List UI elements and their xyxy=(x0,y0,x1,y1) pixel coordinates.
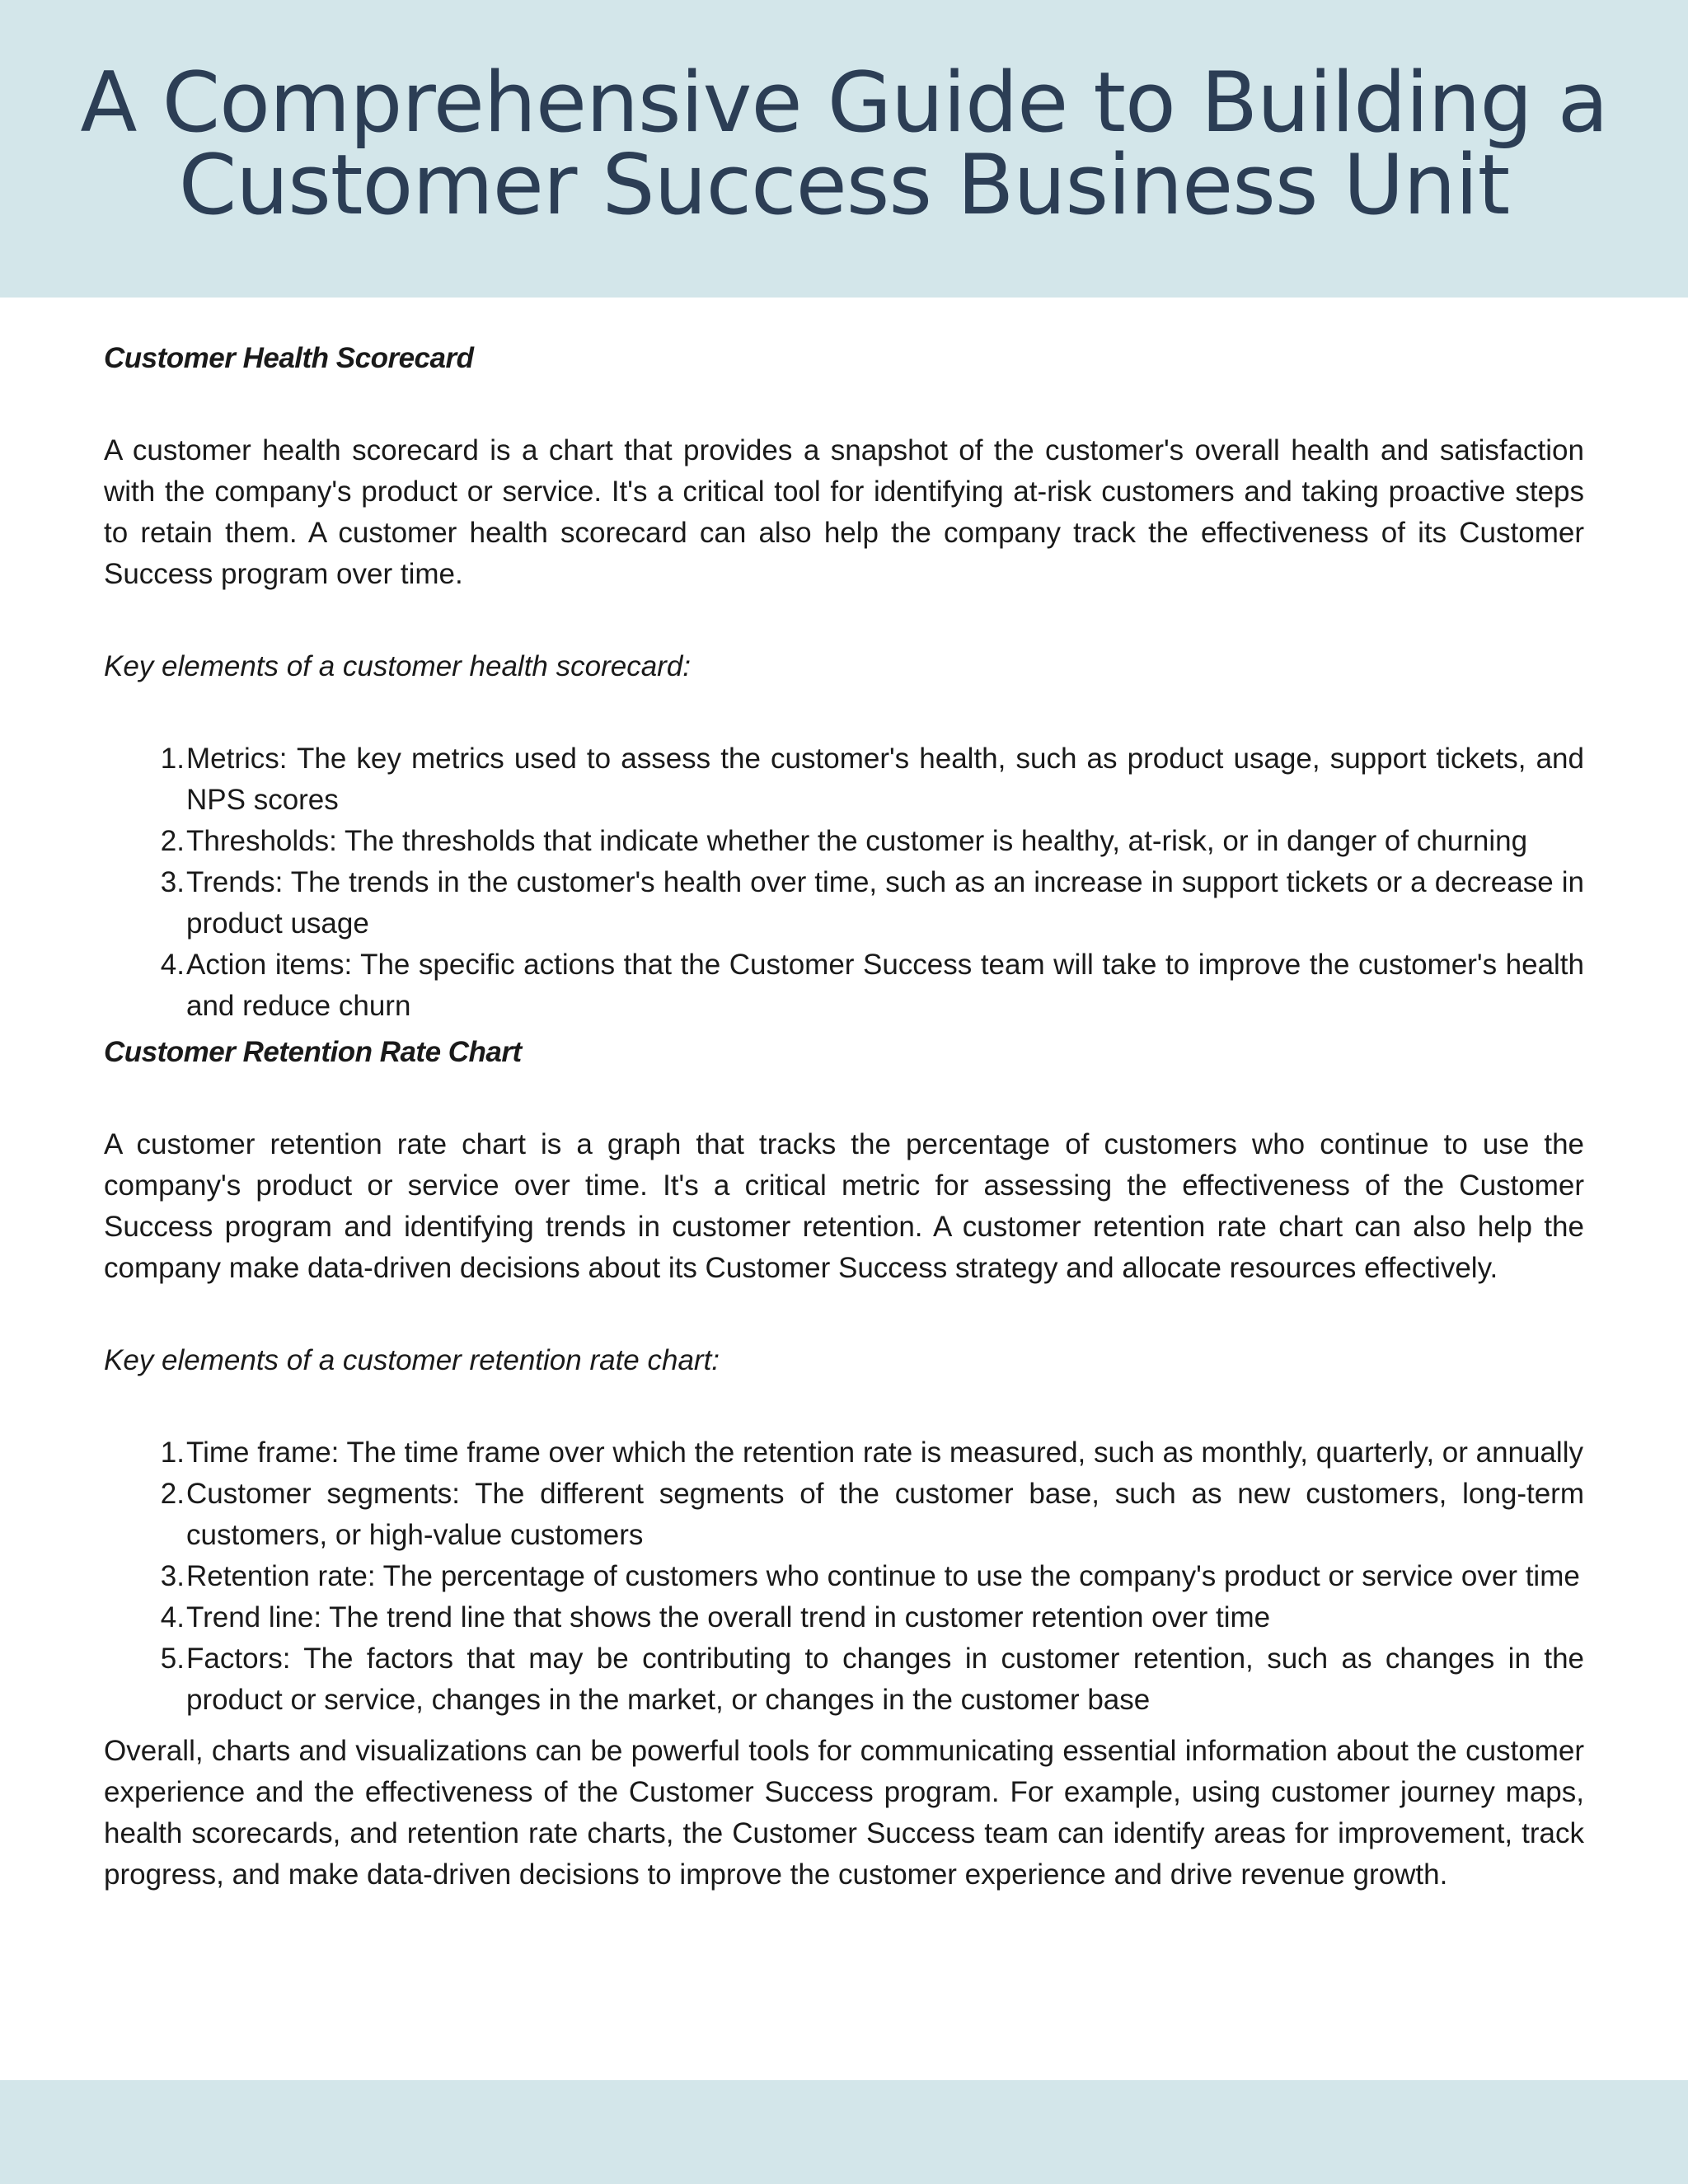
list-item-number: 1. xyxy=(160,1436,185,1469)
spacer xyxy=(104,1381,1584,1432)
list-item-number: 2. xyxy=(160,825,185,857)
retention-chart-elements-list xyxy=(104,1432,1584,1721)
list-item-number: 3. xyxy=(160,1560,185,1592)
list-item xyxy=(104,1556,1584,1597)
list-item-text: Time frame: The time frame over which the retention rate is measured, such as monthly, quarterly, or annually xyxy=(186,1436,1583,1469)
list-item-number: 4. xyxy=(160,1601,185,1633)
list-item xyxy=(104,862,1584,944)
list-item xyxy=(104,1638,1584,1721)
list-heading-retention-chart: Key elements of a customer retention rate chart: xyxy=(104,1344,720,1376)
section-heading-health-scorecard: Customer Health Scorecard xyxy=(104,342,474,374)
spacer xyxy=(104,595,1584,646)
list-item-text: Trend line: The trend line that shows the overall trend in customer retention over time xyxy=(186,1601,1271,1633)
document-body xyxy=(104,338,1584,1896)
paragraph-retention-chart: A customer retention rate chart is a graph that tracks the percentage of customers who continue to use the company's product or service over time. It's a critical metric for assessing the effectiveness of the Customer Success program and identifying trends in customer retention. A customer retention rate chart can also help the company make data-driven decisions about its Customer Success strategy and allocate resources effectively. xyxy=(104,1128,1584,1284)
spacer xyxy=(104,687,1584,738)
list-item-text: Metrics: The key metrics used to assess the customer's health, such as product usage, support tickets, and NPS scores xyxy=(186,743,1584,816)
list-item-number: 5. xyxy=(160,1643,185,1675)
list-item-text: Retention rate: The percentage of customers who continue to use the company's product or service over time xyxy=(186,1560,1580,1592)
list-item-text: Thresholds: The thresholds that indicate whether the customer is healthy, at-risk, or in danger of churning xyxy=(186,825,1528,857)
list-item-text: Trends: The trends in the customer's health over time, such as an increase in support tickets or a decrease in product usage xyxy=(186,866,1584,940)
list-item xyxy=(104,1597,1584,1638)
document-title: A Comprehensive Guide to Building a Customer Success Business Unit xyxy=(80,54,1608,233)
list-item xyxy=(104,1474,1584,1556)
list-item-text: Factors: The factors that may be contributing to changes in customer retention, such as changes in the product or service, changes in the market, or changes in the customer base xyxy=(186,1643,1584,1716)
health-scorecard-elements-list xyxy=(104,738,1584,1027)
list-item xyxy=(104,944,1584,1027)
list-item-number: 2. xyxy=(160,1478,185,1510)
list-item-text: Action items: The specific actions that the Customer Success team will take to improve the customer's health and reduce churn xyxy=(186,949,1584,1022)
list-item-text: Customer segments: The different segments of the customer base, such as new customers, long-term customers, or high-value customers xyxy=(186,1478,1584,1551)
spacer xyxy=(104,1721,1584,1731)
list-item-number: 4. xyxy=(160,949,185,981)
section-heading-retention-chart: Customer Retention Rate Chart xyxy=(104,1036,522,1068)
list-item xyxy=(104,1432,1584,1474)
list-heading-health-scorecard: Key elements of a customer health scorecard: xyxy=(104,650,692,682)
conclusion-paragraph: Overall, charts and visualizations can be powerful tools for communicating essential information about the customer experience and the effectiveness of the Customer Success program. For example, using customer journey maps, health scorecards, and retention rate charts, the Customer Success team can identify areas for improvement, track progress, and make data-driven decisions to improve the customer experience and drive revenue growth. xyxy=(104,1735,1584,1891)
spacer xyxy=(104,379,1584,430)
list-item-number: 1. xyxy=(160,743,185,775)
paragraph-health-scorecard: A customer health scorecard is a chart that provides a snapshot of the customer's overall health and satisfaction with the company's product or service. It's a critical tool for identifying at-risk customers and taking proactive steps to retain them. A customer health scorecard can also help the company track the effectiveness of its Customer Success program over time. xyxy=(104,434,1584,590)
list-item-number: 3. xyxy=(160,866,185,898)
spacer xyxy=(104,1289,1584,1340)
spacer xyxy=(104,1073,1584,1124)
footer-band xyxy=(0,2080,1688,2184)
list-item xyxy=(104,738,1584,821)
list-item xyxy=(104,821,1584,862)
